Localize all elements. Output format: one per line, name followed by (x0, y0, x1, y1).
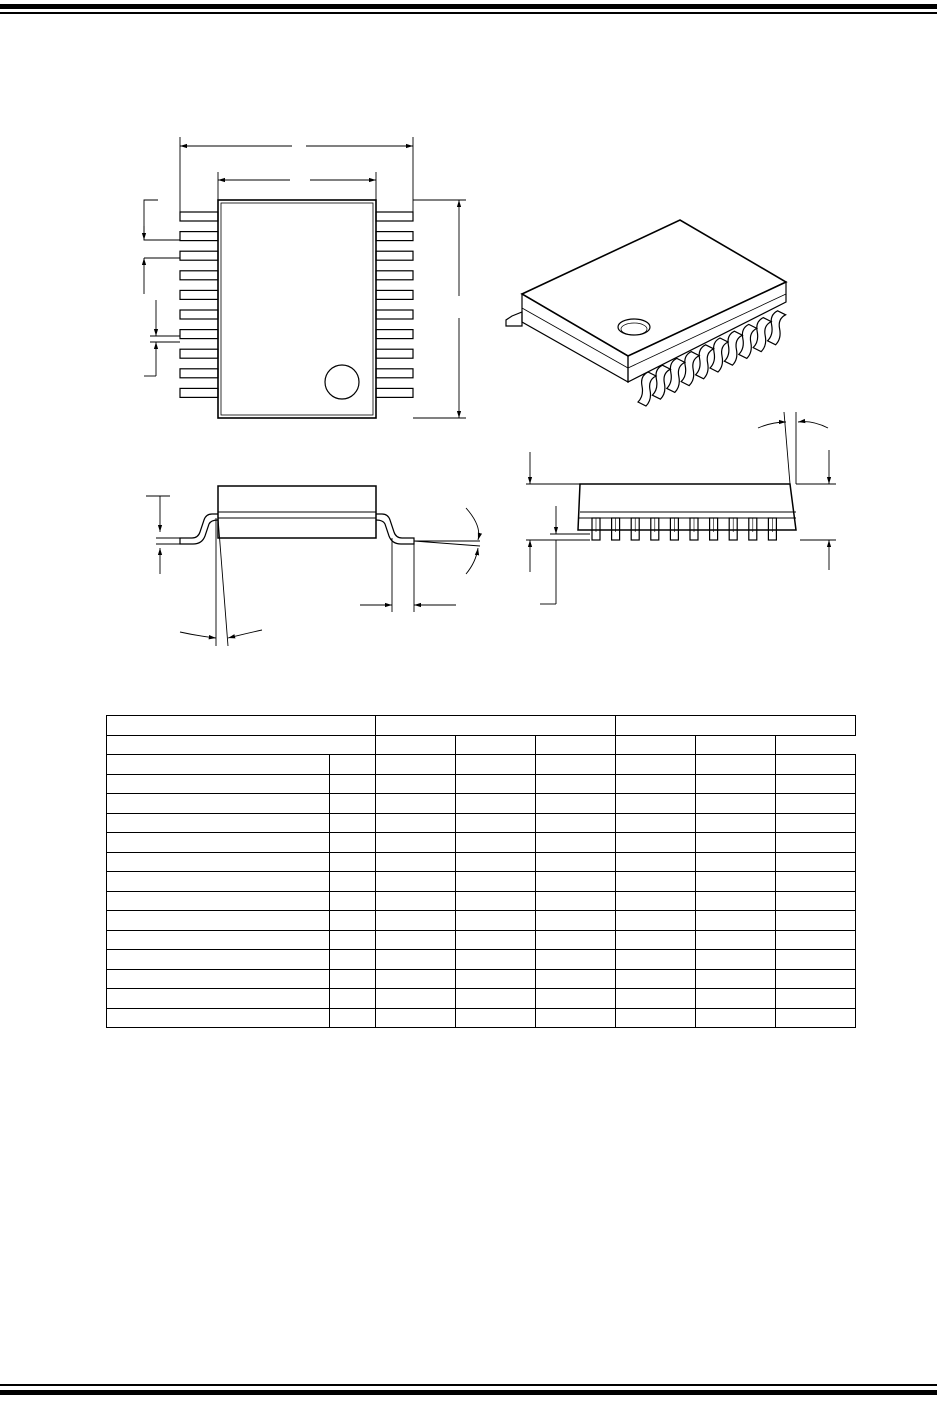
table-cell (107, 950, 330, 970)
top-view-body (218, 200, 376, 418)
table-cell (616, 872, 696, 892)
table-cell (616, 911, 696, 931)
table-cell (616, 833, 696, 853)
top-view-pin (376, 349, 413, 358)
table-cell (776, 989, 856, 1009)
table-cell (330, 755, 376, 775)
table-cell (330, 794, 376, 814)
table-cell (536, 872, 616, 892)
table-cell (616, 1008, 696, 1028)
isometric-lead (667, 358, 685, 392)
top-view-pin (180, 349, 218, 358)
package-outline-drawing (0, 0, 937, 700)
top-view-pin (376, 251, 413, 260)
isometric-lead (768, 311, 786, 345)
table-cell (616, 813, 696, 833)
table-cell (776, 794, 856, 814)
table-cell (696, 774, 776, 794)
pin1-marker-icon-3d (618, 319, 650, 335)
table-cell (616, 891, 696, 911)
table-cell (536, 755, 616, 775)
table-cell (107, 872, 330, 892)
top-view-left-pins (180, 212, 218, 397)
table-cell (330, 969, 376, 989)
table-cell (536, 969, 616, 989)
table-cell (776, 911, 856, 931)
table-cell (536, 794, 616, 814)
table-cell (456, 794, 536, 814)
table-cell (696, 930, 776, 950)
top-view-right-pins (376, 212, 413, 397)
table-cell (616, 989, 696, 1009)
table-header-row (107, 716, 856, 736)
table-cell (456, 989, 536, 1009)
table-cell (616, 930, 696, 950)
table-cell (107, 794, 330, 814)
top-view-pin (376, 290, 413, 299)
table-row (107, 852, 856, 872)
table-cell (330, 930, 376, 950)
top-view-pin (376, 212, 413, 221)
table-cell (456, 852, 536, 872)
table-cell (107, 852, 330, 872)
table-cell (107, 833, 330, 853)
table-subheader-cell (536, 735, 616, 755)
table-cell (776, 1008, 856, 1028)
table-cell (376, 1008, 456, 1028)
table-cell (456, 774, 536, 794)
table-cell (376, 872, 456, 892)
table-cell (776, 969, 856, 989)
table-row (107, 989, 856, 1009)
table-cell (107, 813, 330, 833)
table-cell (376, 950, 456, 970)
table-cell (456, 813, 536, 833)
table-cell (776, 872, 856, 892)
table-cell (376, 911, 456, 931)
table-cell (107, 755, 330, 775)
table-cell (536, 852, 616, 872)
table-cell (696, 833, 776, 853)
top-view-pin (376, 369, 413, 378)
table-row (107, 774, 856, 794)
top-view (144, 137, 466, 418)
table-cell (107, 969, 330, 989)
end-view-leads (592, 518, 776, 540)
table-cell (536, 813, 616, 833)
table-cell (376, 794, 456, 814)
table-row (107, 950, 856, 970)
table-cell (376, 774, 456, 794)
dimension-table (106, 715, 856, 1028)
table-cell (536, 950, 616, 970)
table-cell (696, 969, 776, 989)
table-cell (376, 969, 456, 989)
top-view-pin (376, 271, 413, 280)
isometric-lead (710, 338, 728, 372)
table-row (107, 813, 856, 833)
table-cell (376, 891, 456, 911)
isometric-lead (638, 372, 656, 406)
table-cell (776, 950, 856, 970)
table-cell (776, 813, 856, 833)
table-cell (107, 911, 330, 931)
table-cell (696, 794, 776, 814)
table-subheader-cell (107, 735, 376, 755)
isometric-lead (696, 345, 714, 379)
table-subheader-cell (616, 735, 696, 755)
table-header-cell (616, 716, 856, 736)
table-cell (456, 911, 536, 931)
table-cell (107, 891, 330, 911)
table-cell (536, 989, 616, 1009)
table-row (107, 891, 856, 911)
top-view-pin (180, 388, 218, 397)
table-cell (376, 852, 456, 872)
table-cell (616, 794, 696, 814)
top-view-pin (180, 369, 218, 378)
table-row (107, 833, 856, 853)
top-view-pin (376, 310, 413, 319)
table-cell (696, 852, 776, 872)
isometric-view (506, 220, 786, 406)
table-cell (616, 950, 696, 970)
table-row (107, 969, 856, 989)
isometric-leads (638, 311, 786, 406)
table-cell (456, 833, 536, 853)
table-cell (616, 774, 696, 794)
isometric-lead (652, 365, 670, 399)
table-subheader-cell (456, 735, 536, 755)
table-cell (330, 872, 376, 892)
table-cell (330, 891, 376, 911)
table-row (107, 755, 856, 775)
table-cell (330, 833, 376, 853)
table-cell (776, 833, 856, 853)
table-cell (776, 852, 856, 872)
table-cell (536, 911, 616, 931)
top-view-pin (180, 290, 218, 299)
top-view-pin (180, 251, 218, 260)
table-cell (776, 755, 856, 775)
table-cell (107, 930, 330, 950)
table-row (107, 930, 856, 950)
isometric-lead (724, 331, 742, 365)
top-view-pin (180, 232, 218, 241)
table-cell (696, 755, 776, 775)
table-cell (456, 930, 536, 950)
table-cell (776, 774, 856, 794)
top-view-pin (180, 310, 218, 319)
footer-rule-thick (0, 1390, 937, 1395)
table-cell (330, 950, 376, 970)
table-cell (536, 1008, 616, 1028)
table-subheader-cell (696, 735, 776, 755)
table-cell (616, 755, 696, 775)
table-cell (536, 774, 616, 794)
table-header-cell (376, 716, 616, 736)
table-cell (536, 891, 616, 911)
top-view-pin (180, 330, 218, 339)
table-cell (456, 950, 536, 970)
table-cell (616, 852, 696, 872)
side-view (146, 486, 480, 646)
table-cell (376, 813, 456, 833)
table-cell (696, 989, 776, 1009)
table-row (107, 1008, 856, 1028)
table-cell (696, 872, 776, 892)
table-cell (616, 969, 696, 989)
top-view-pin (180, 271, 218, 280)
table-cell (456, 755, 536, 775)
table-cell (536, 833, 616, 853)
table-row (107, 794, 856, 814)
table-cell (696, 911, 776, 931)
table-subheader-row (107, 735, 856, 755)
table-cell (376, 930, 456, 950)
isometric-lead (753, 318, 771, 352)
table-cell (107, 774, 330, 794)
table-cell (376, 833, 456, 853)
table-cell (107, 1008, 330, 1028)
end-view (526, 412, 836, 604)
table-subheader-cell (376, 735, 456, 755)
table-cell (376, 989, 456, 1009)
table-cell (330, 852, 376, 872)
table-cell (696, 950, 776, 970)
table-cell (330, 774, 376, 794)
table-cell (376, 755, 456, 775)
table-cell (456, 872, 536, 892)
table-cell (330, 813, 376, 833)
isometric-lead (681, 352, 699, 386)
table-cell (696, 1008, 776, 1028)
table-cell (107, 989, 330, 1009)
table-cell (330, 1008, 376, 1028)
top-view-pin (376, 232, 413, 241)
table-row (107, 872, 856, 892)
table-cell (330, 911, 376, 931)
table-cell (456, 891, 536, 911)
pin1-marker-icon (325, 365, 359, 399)
top-view-pin (376, 388, 413, 397)
isometric-lead (739, 324, 757, 358)
table-cell (456, 1008, 536, 1028)
table-cell (776, 891, 856, 911)
table-header-cell (107, 716, 376, 736)
table-cell (330, 989, 376, 1009)
table-cell (776, 930, 856, 950)
table-cell (456, 969, 536, 989)
footer-rule-thin (0, 1384, 937, 1386)
top-view-pin (376, 330, 413, 339)
table-cell (536, 930, 616, 950)
top-view-pin (180, 212, 218, 221)
table-cell (696, 813, 776, 833)
table-cell (696, 891, 776, 911)
table-row (107, 911, 856, 931)
